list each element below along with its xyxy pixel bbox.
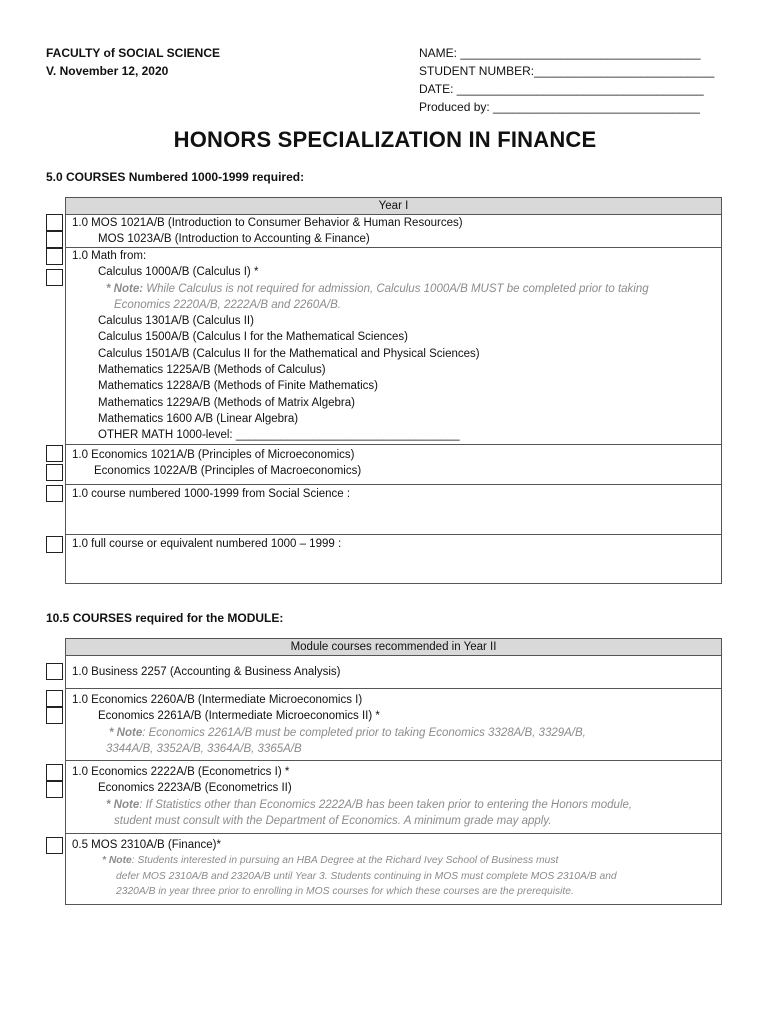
date-field[interactable]: DATE: _____________________________________ <box>419 82 704 96</box>
course-note <box>72 725 721 741</box>
note-text: : If Statistics other than Economics 2222A/B has been taken prior to entering the Honors module, <box>139 798 633 811</box>
checkbox[interactable] <box>46 536 63 553</box>
course-row <box>66 761 721 834</box>
version-date: V. November 12, 2020 <box>46 64 169 78</box>
student-number-field[interactable]: STUDENT NUMBER:___________________________ <box>419 64 715 78</box>
note-label: * Note <box>109 726 143 739</box>
course-line: Calculus 1500A/B (Calculus I for the Mathematical Sciences) <box>98 331 409 344</box>
course-line: 1.0 Economics 2260A/B (Intermediate Microeconomics I) <box>72 694 363 706</box>
page-title: HONORS SPECIALIZATION IN FINANCE <box>173 127 597 152</box>
course-line: 1.0 Business 2257 (Accounting & Business Analysis) <box>72 666 341 678</box>
course-line: Mathematics 1225A/B (Methods of Calculus) <box>98 364 326 377</box>
produced-by-field[interactable]: Produced by: _______________________________ <box>419 100 700 114</box>
course-note-cont: student must consult with the Department of Economics. A minimum grade may apply. <box>114 814 552 827</box>
course-row <box>66 834 721 904</box>
checkbox[interactable] <box>46 485 63 502</box>
checkbox[interactable] <box>46 231 63 248</box>
social-science-course-field[interactable]: 1.0 course numbered 1000-1999 from Social Science : <box>72 488 351 500</box>
course-note <box>72 281 721 297</box>
course-note <box>72 853 721 869</box>
course-line: Mathematics 1229A/B (Methods of Matrix Algebra) <box>98 396 355 409</box>
year1-table-header: Year I <box>66 198 721 215</box>
course-line: 1.0 MOS 1021A/B (Introduction to Consumer Behavior & Human Resources) <box>72 217 463 229</box>
faculty-name: FACULTY of SOCIAL SCIENCE <box>46 46 221 60</box>
course-row <box>66 215 721 248</box>
checkbox[interactable] <box>46 269 63 286</box>
note-text: : Economics 2261A/B must be completed prior to taking Economics 3328A/B, 3329A/B, <box>142 726 586 739</box>
course-row <box>66 485 721 535</box>
course-line: Mathematics 1600 A/B (Linear Algebra) <box>98 412 299 425</box>
checkbox[interactable] <box>46 764 63 781</box>
course-note-cont: 3344A/B, 3352A/B, 3364A/B, 3365A/B <box>106 742 302 755</box>
course-row <box>66 248 721 445</box>
other-math-field[interactable]: OTHER MATH 1000-level: ___________________________________ <box>98 429 460 442</box>
header-left <box>46 44 220 80</box>
checkbox[interactable] <box>46 663 63 680</box>
module-table-header: Module courses recommended in Year II <box>66 639 721 656</box>
course-line: Economics 2223A/B (Econometrics II) <box>98 782 292 795</box>
course-note-cont: 2320A/B in year three prior to enrolling in MOS courses for which these courses are the prerequisite. <box>116 886 574 898</box>
name-field[interactable]: NAME: ____________________________________ <box>419 46 701 60</box>
course-row <box>66 689 721 761</box>
checkbox[interactable] <box>46 464 63 481</box>
full-course-field[interactable]: 1.0 full course or equivalent numbered 1000 – 1999 : <box>72 538 342 550</box>
course-line: 1.0 Economics 1021A/B (Principles of Microeconomics) <box>72 449 355 461</box>
course-line: 0.5 MOS 2310A/B (Finance)* <box>72 839 221 851</box>
checkbox[interactable] <box>46 781 63 798</box>
course-line: Economics 1022A/B (Principles of Macroeconomics) <box>94 465 362 478</box>
course-line: Mathematics 1228A/B (Methods of Finite Mathematics) <box>98 380 378 393</box>
course-row <box>66 535 721 583</box>
course-note-cont: Economics 2220A/B, 2222A/B and 2260A/B. <box>114 298 341 311</box>
checkbox[interactable] <box>46 214 63 231</box>
checkbox[interactable] <box>46 248 63 265</box>
note-label: * Note: <box>106 282 144 295</box>
module-table <box>65 638 722 905</box>
course-note-cont: defer MOS 2310A/B and 2320A/B until Year 3. Students continuing in MOS must complete MOS 2310A/B and <box>116 870 617 882</box>
course-line: 1.0 Economics 2222A/B (Econometrics I) * <box>72 766 290 778</box>
section2-heading: 10.5 COURSES required for the MODULE: <box>46 611 284 625</box>
course-line: Calculus 1501A/B (Calculus II for the Mathematical and Physical Sciences) <box>98 347 480 360</box>
note-label: * Note <box>106 798 140 811</box>
course-line: Economics 2261A/B (Intermediate Microeconomics II) * <box>98 710 380 723</box>
section1-heading: 5.0 COURSES Numbered 1000-1999 required: <box>46 170 305 184</box>
note-label: * Note <box>102 855 132 867</box>
course-line: MOS 1023A/B (Introduction to Accounting & Finance) <box>98 233 370 246</box>
course-line: Calculus 1301A/B (Calculus II) <box>98 315 254 328</box>
year1-table <box>65 197 722 584</box>
course-note <box>72 797 721 813</box>
course-row <box>66 445 721 485</box>
checkbox[interactable] <box>46 707 63 724</box>
note-text: While Calculus is not required for admission, Calculus 1000A/B MUST be completed prior to taking <box>143 282 649 295</box>
header-right <box>419 44 714 116</box>
note-text: : Students interested in pursuing an HBA Degree at the Richard Ivey School of Business must <box>131 855 559 867</box>
course-line: 1.0 Math from: <box>72 250 147 262</box>
course-line: Calculus 1000A/B (Calculus I) * <box>98 266 259 279</box>
course-row <box>66 656 721 689</box>
checkbox[interactable] <box>46 690 63 707</box>
checkbox[interactable] <box>46 837 63 854</box>
checkbox[interactable] <box>46 445 63 462</box>
